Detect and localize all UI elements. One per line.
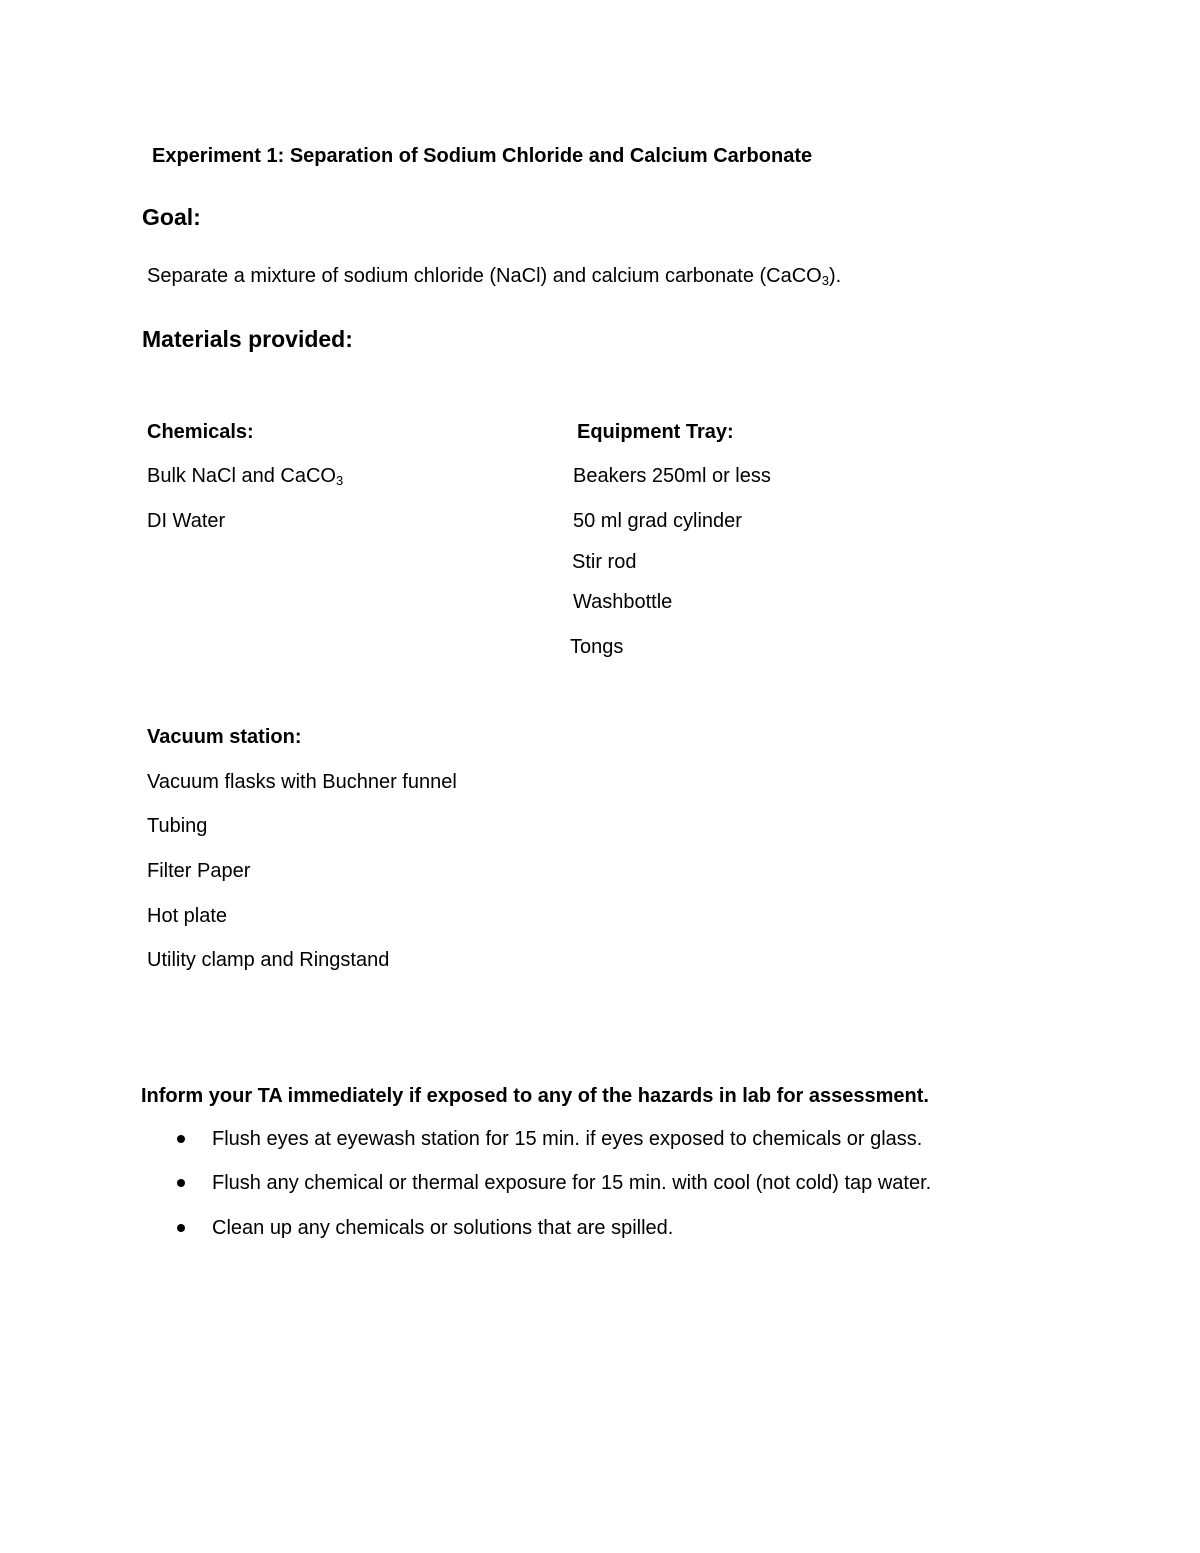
equipment-item: Washbottle (573, 591, 673, 613)
page-title: Experiment 1: Separation of Sodium Chloride and Calcium Carbonate (152, 145, 813, 167)
vacuum-item: Filter Paper (147, 860, 251, 882)
safety-heading: Inform your TA immediately if exposed to any of the hazards in lab for assessment. (141, 1085, 929, 1107)
vacuum-item: Vacuum flasks with Buchner funnel (147, 771, 457, 793)
chemicals-heading: Chemicals: (147, 421, 254, 443)
bullet-icon (177, 1179, 185, 1187)
bullet-icon (177, 1135, 185, 1143)
goal-text-main: Separate a mixture of sodium chloride (NaCl) and calcium carbonate (CaCO (147, 265, 822, 287)
goal-heading: Goal: (142, 204, 201, 230)
chemical-item-bulk (147, 466, 343, 486)
bullet-icon (177, 1224, 185, 1232)
safety-bullet-text: Clean up any chemicals or solutions that are spilled. (212, 1217, 674, 1239)
chemical-item-bulk-subscript: 3 (335, 473, 344, 488)
safety-bullet-text: Flush eyes at eyewash station for 15 min. if eyes exposed to chemicals or glass. (212, 1128, 923, 1150)
vacuum-item: Hot plate (147, 905, 228, 927)
goal-text-subscript: 3 (821, 273, 829, 288)
chemical-item-bulk-text: Bulk NaCl and CaCO (147, 465, 336, 487)
safety-bullet-text: Flush any chemical or thermal exposure for 15 min. with cool (not cold) tap water. (212, 1172, 932, 1194)
goal-text-end: ). (828, 265, 842, 287)
equipment-item: 50 ml grad cylinder (573, 510, 742, 532)
vacuum-item: Tubing (147, 815, 208, 837)
equipment-item: Beakers 250ml or less (573, 465, 771, 487)
vacuum-item: Utility clamp and Ringstand (147, 949, 390, 971)
vacuum-heading: Vacuum station: (147, 726, 302, 748)
equipment-item: Stir rod (572, 551, 637, 573)
goal-text (147, 266, 841, 286)
materials-heading: Materials provided: (142, 326, 353, 352)
equipment-item: Tongs (570, 636, 624, 658)
chemical-item-water: DI Water (147, 510, 226, 532)
equipment-heading: Equipment Tray: (577, 421, 734, 443)
